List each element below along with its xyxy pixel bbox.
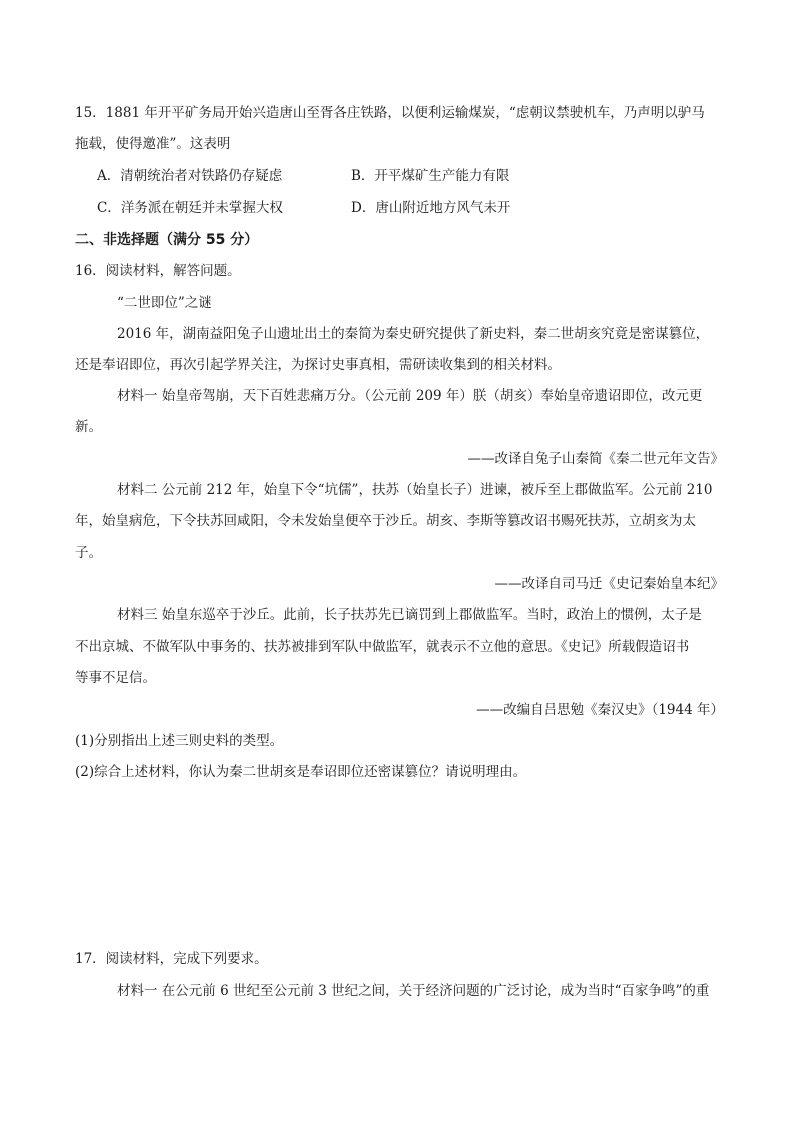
q15-option-c: C．洋务派在朝廷并未掌握大权 [97,200,283,216]
q15-stem-line1: 15．1881 年开平矿务局开始兴造唐山至胥各庄铁路，以便利运输煤炭，“虑朝议禁驶机车，乃声明以驴马 [75,105,705,121]
q16-material1-source: ——改译自兔子山秦简《秦二世元年文告》 [467,451,724,467]
q16-material2-line1: 材料二 公元前 212 年，始皇下令“坑儒”，扶苏（始皇长子）进谏，被斥至上郡做监军。公元前 210 [117,482,713,498]
q15-stem-line2: 拖载，使得邀准”。这表明 [75,136,231,152]
q16-material3-line3: 等事不足信。 [75,670,156,686]
q16-question2: (2)综合上述材料，你认为秦二世胡亥是奉诏即位还密谋篡位？请说明理由。 [75,764,527,780]
q16-intro-line1: 2016 年，湖南益阳兔子山遗址出土的秦简为秦史研究提供了新史料，秦二世胡亥究竟是密谋篡位， [117,326,710,342]
q16-subtitle: “二世即位”之谜 [117,295,212,311]
q15-option-a: A．清朝统治者对铁路仍存疑虑 [97,168,283,184]
q16-material2-line3: 子。 [75,545,102,561]
q16-intro-line2: 还是奉诏即位，再次引起学界关注，为探讨史事真相，需研读收集到的相关材料。 [75,357,561,373]
q16-material3-line2: 不出京城、不做军队中事务的、扶苏被排到军队中做监军，就表示不立他的意思。《史记》所载假造诏书 [75,639,690,655]
q17-material1-line1: 材料一 在公元前 6 世纪至公元前 3 世纪之间，关于经济问题的广泛讨论，成为当时“百家争鸣”的重 [117,983,710,999]
q16-question1: (1)分别指出上述三则史料的类型。 [75,733,284,749]
q16-material3-source: ——改编自吕思勉《秦汉史》（1944 年） [476,702,724,718]
section-heading: 二、非选择题（满分 55 分） [75,232,259,248]
q16-material2-source: ——改译自司马迁《史记秦始皇本纪》 [494,576,724,592]
q16-material1-line2: 新。 [75,419,102,435]
q15-option-b: B．开平煤矿生产能力有限 [351,168,510,184]
q16-material2-line2: 年，始皇病危，下令扶苏回咸阳，令未发始皇便卒于沙丘。胡亥、李斯等篡改诏书赐死扶苏，立胡亥为太 [75,513,696,529]
q16-material1-line1: 材料一 始皇帝驾崩，天下百姓悲痛万分。（公元前 209 年）朕（胡亥）奉始皇帝遗诏即位，改元更 [117,388,703,404]
q16-material3-line1: 材料三 始皇东巡卒于沙丘。此前，长子扶苏先已谪罚到上郡做监军。当时，政治上的惯例，太子是 [117,607,702,623]
q15-option-d: D．唐山附近地方风气未开 [351,200,511,216]
q17-stem: 17．阅读材料，完成下列要求。 [75,951,268,967]
q16-stem: 16．阅读材料，解答问题。 [75,263,241,279]
